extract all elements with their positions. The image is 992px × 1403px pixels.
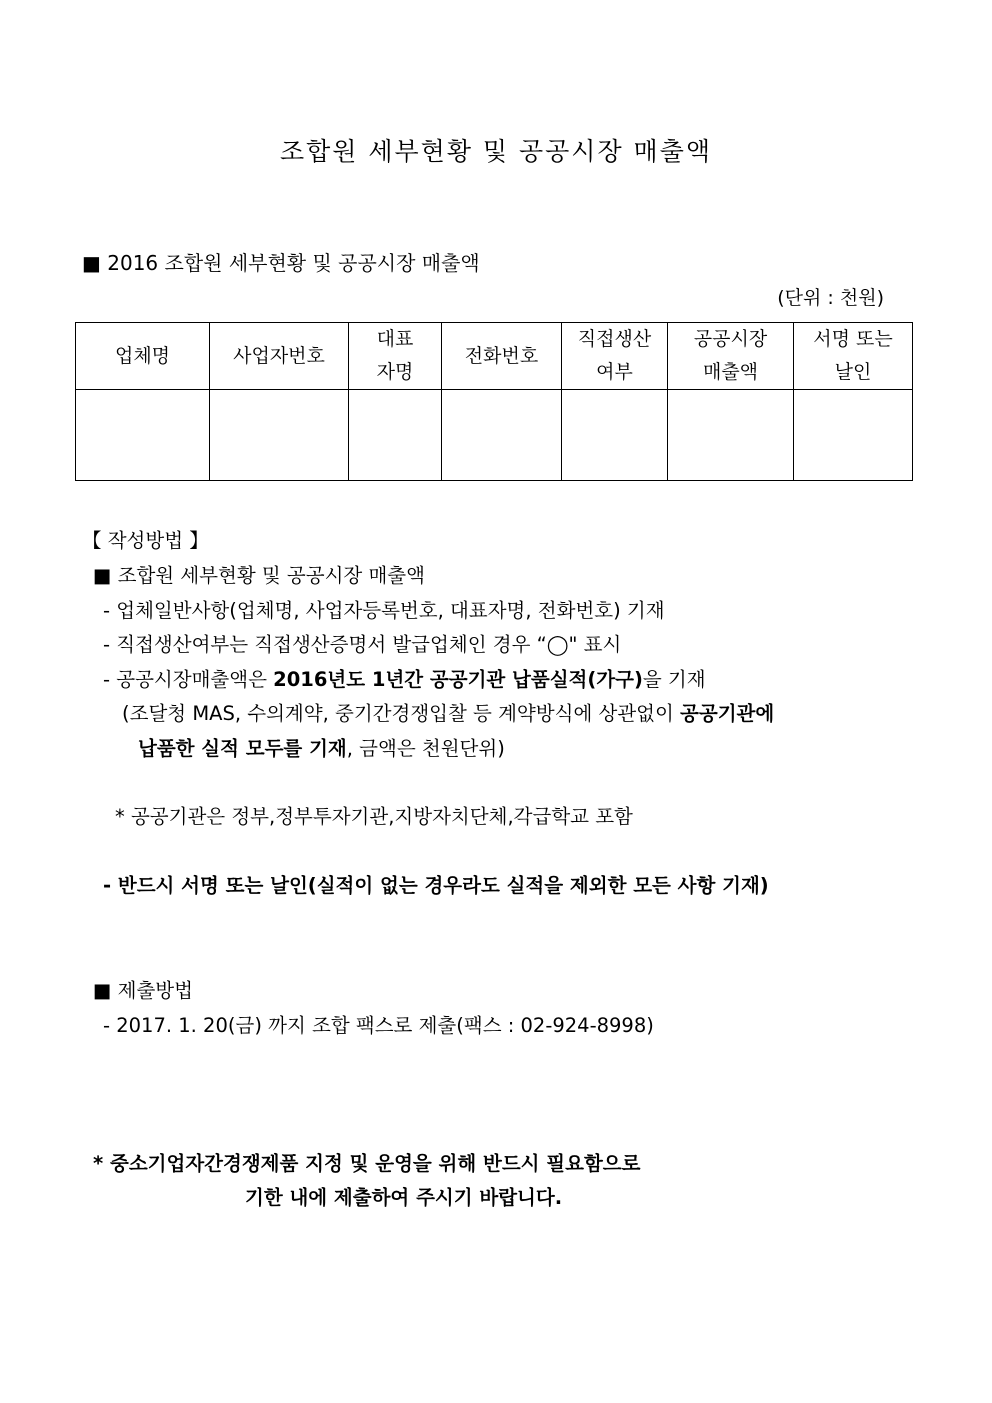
company-status-table: [75, 322, 913, 481]
cell-business-number[interactable]: [210, 390, 349, 481]
document-title: 조합원 세부현황 및 공공시장 매출액: [279, 137, 713, 166]
submission-heading: ■ 제출방법: [93, 979, 193, 1002]
header-representative: 대표 자명: [349, 323, 442, 390]
cell-company-name[interactable]: [76, 390, 210, 481]
cell-public-sales[interactable]: [668, 390, 794, 481]
header-signature: 서명 또는 날인: [794, 323, 913, 390]
cell-representative[interactable]: [349, 390, 442, 481]
instruction-item-3: - 공공시장매출액은 2016년도 1년간 공공기관 납품실적(가구)을 기재: [103, 668, 706, 691]
instruction-item-1: - 업체일반사항(업체명, 사업자등록번호, 대표자명, 전화번호) 기재: [103, 599, 665, 622]
header-company-name: 업체명: [76, 323, 210, 390]
header-direct-production: 직접생산 여부: [562, 323, 668, 390]
cell-direct-production[interactable]: [562, 390, 668, 481]
footer-note-line-2: 기한 내에 제출하여 주시기 바랍니다.: [245, 1186, 563, 1209]
instruction-item-4: - 반드시 서명 또는 날인(실적이 없는 경우라도 실적을 제외한 모든 사항 기재): [103, 874, 769, 897]
instructions-heading: 【 작성방법 】: [82, 529, 209, 552]
header-public-sales: 공공시장 매출액: [668, 323, 794, 390]
instructions-subheading: ■ 조합원 세부현황 및 공공시장 매출액: [93, 564, 425, 587]
instruction-item-3-detail-2: 납품한 실적 모두를 기재, 금액은 천원단위): [138, 737, 505, 760]
instruction-item-3-detail-1: (조달청 MAS, 수의계약, 중기간경쟁입찰 등 계약방식에 상관없이 공공기관에: [122, 702, 775, 725]
footer-note-line-1: * 중소기업자간경쟁제품 지정 및 운영을 위해 반드시 필요함으로: [93, 1152, 641, 1175]
unit-note: (단위 : 천원): [777, 287, 884, 309]
cell-phone[interactable]: [442, 390, 562, 481]
public-institution-note: * 공공기관은 정부,정부투자기관,지방자치단체,각급학교 포함: [115, 805, 633, 828]
table-header-row: [76, 323, 913, 390]
cell-signature[interactable]: [794, 390, 913, 481]
header-business-number: 사업자번호: [210, 323, 349, 390]
table-row: [76, 390, 913, 481]
header-phone: 전화번호: [442, 323, 562, 390]
instruction-item-2: - 직접생산여부는 직접생산증명서 발급업체인 경우 “◯" 표시: [103, 633, 622, 656]
submission-item: - 2017. 1. 20(금) 까지 조합 팩스로 제출(팩스 : 02-924-8998): [103, 1014, 654, 1037]
section-heading: ■ 2016 조합원 세부현황 및 공공시장 매출액: [82, 251, 480, 275]
